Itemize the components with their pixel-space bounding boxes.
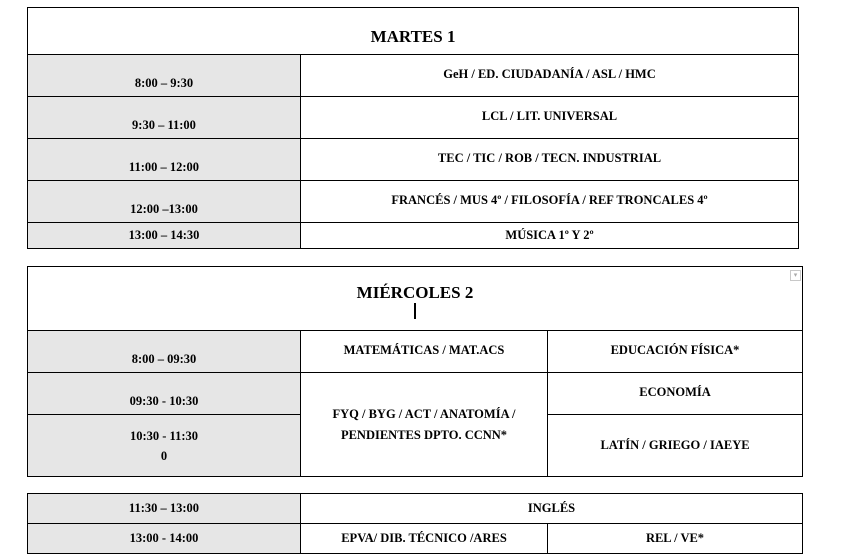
subject-cell: EPVA/ DIB. TÉCNICO /ARES <box>301 524 548 554</box>
table-row <box>28 139 799 181</box>
time-cell: 8:00 – 09:30 <box>28 331 301 373</box>
subject-cell: REL / VE* <box>548 524 803 554</box>
schedule-table-extra <box>27 493 803 554</box>
subject-cell: EDUCACIÓN FÍSICA* <box>548 331 803 373</box>
subject-cell: FRANCÉS / MUS 4º / FILOSOFÍA / REF TRONCALES 4º <box>301 181 799 223</box>
subject-cell: GeH / ED. CIUDADANÍA / ASL / HMC <box>301 55 799 97</box>
time-cell: 13:00 - 14:00 <box>28 524 301 554</box>
table-row <box>28 331 803 373</box>
time-cell: 11:30 – 13:00 <box>28 494 301 524</box>
table-row <box>28 494 803 524</box>
table-row <box>28 373 803 415</box>
day-title: MIÉRCOLES 2 <box>28 267 803 331</box>
table-row <box>28 97 799 139</box>
time-cell: 12:00 –13:00 <box>28 181 301 223</box>
text-cursor <box>414 303 416 319</box>
subject-cell: LATÍN / GRIEGO / IAEYE <box>548 415 803 477</box>
table-row <box>28 55 799 97</box>
subject-cell: MÚSICA 1º Y 2º <box>301 223 799 249</box>
subject-cell: TEC / TIC / ROB / TECN. INDUSTRIAL <box>301 139 799 181</box>
time-cell: 11:00 – 12:00 <box>28 139 301 181</box>
table-row <box>28 181 799 223</box>
time-cell: 13:00 – 14:30 <box>28 223 301 249</box>
table-row <box>28 524 803 554</box>
time-cell: 8:00 – 9:30 <box>28 55 301 97</box>
schedule-table-miercoles <box>27 266 803 477</box>
subject-cell: MATEMÁTICAS / MAT.ACS <box>301 331 548 373</box>
subject-cell: ECONOMÍA <box>548 373 803 415</box>
time-cell: 9:30 – 11:00 <box>28 97 301 139</box>
time-cell: 09:30 - 10:30 <box>28 373 301 415</box>
subject-cell: FYQ / BYG / ACT / ANATOMÍA / PENDIENTES DPTO. CCNN* <box>301 373 548 477</box>
table-row <box>28 223 799 249</box>
time-cell: 10:30 - 11:30 0 <box>28 415 301 477</box>
cell-options-icon[interactable]: ▾ <box>790 270 801 281</box>
day-title: MARTES 1 <box>28 8 799 55</box>
subject-cell: LCL / LIT. UNIVERSAL <box>301 97 799 139</box>
schedule-table-martes <box>27 7 799 249</box>
subject-cell: INGLÉS <box>301 494 803 524</box>
